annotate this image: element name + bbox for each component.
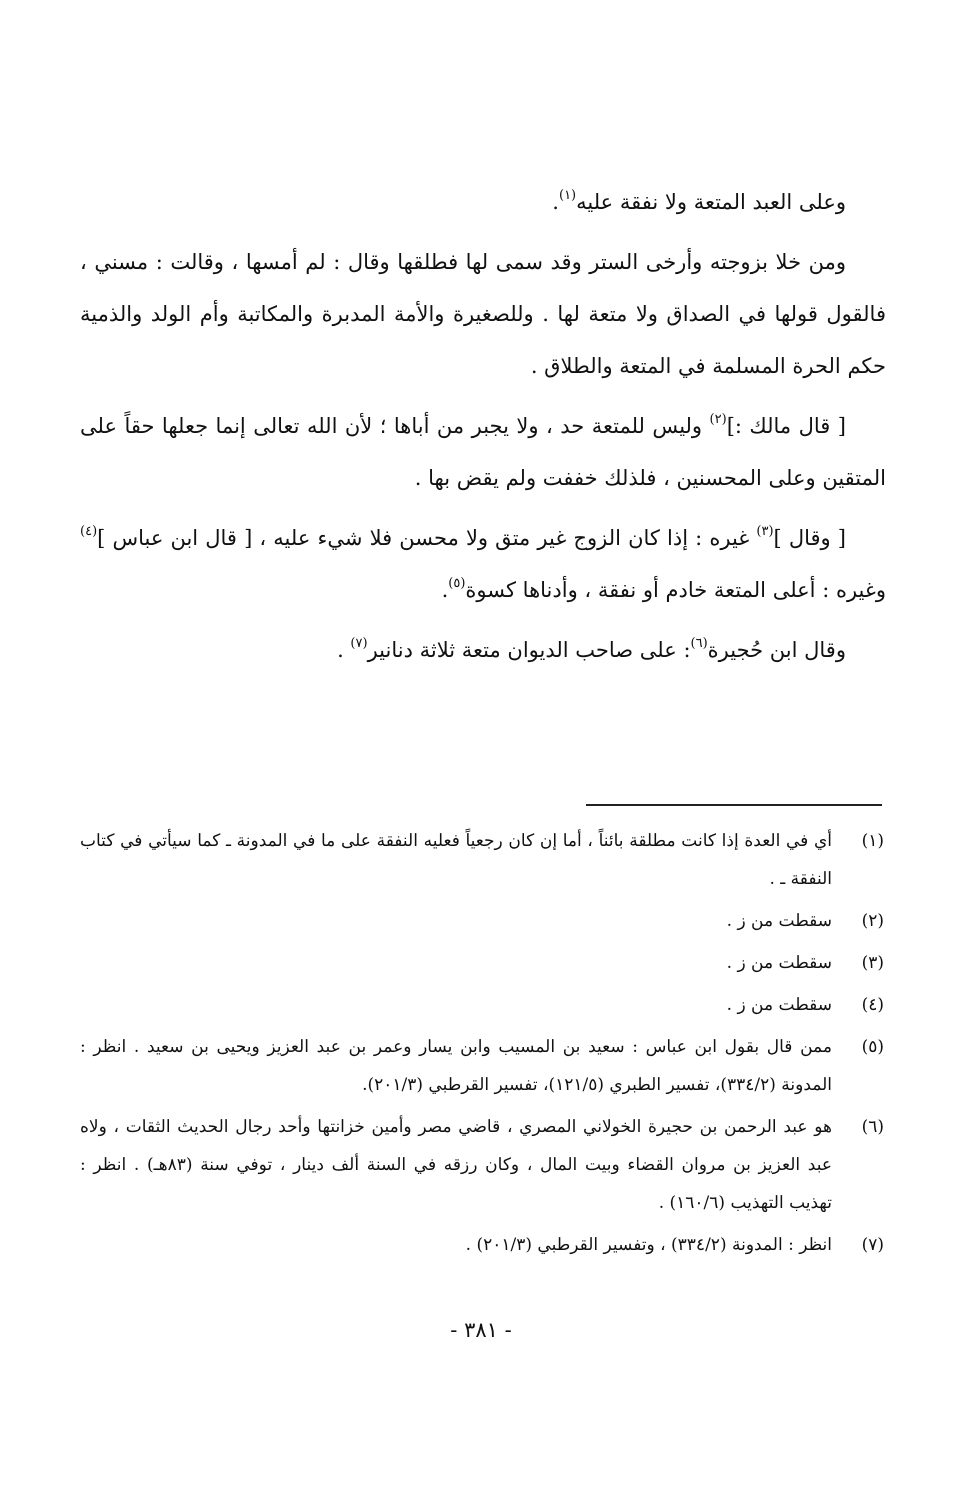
footnote-separator	[586, 804, 882, 806]
paragraph-text: : على صاحب الديوان متعة ثلاثة دنانير	[367, 638, 691, 662]
footnote	[80, 986, 884, 1024]
footnote-ref[interactable]: (٦)	[690, 636, 708, 651]
footnote-ref[interactable]: (١)	[558, 188, 577, 203]
paragraph-text: ومن خلا بزوجته وأرخى الستر وقد سمى لها فطلقها وقال : لم أمسها ، وقالت : مسني ، فالقول قولها في الصداق ولا متعة لها . وللصغيرة والأمة المدبرة والمكاتبة وأم الولد والذمية حكم الحرة المسلمة في المتعة والطلاق .	[80, 250, 886, 378]
footnote-number: (٤)	[861, 995, 884, 1015]
footnote-number: (٢)	[861, 911, 884, 931]
footnote-text: انظر : المدونة (٣٣٤/٢) ، وتفسير القرطبي (٢٠١/٣) .	[465, 1235, 832, 1255]
paragraph-text: وقال ابن حُجيرة	[707, 638, 846, 662]
paragraph	[80, 176, 886, 228]
footnote	[80, 1028, 884, 1104]
footnote-ref[interactable]: (٧)	[350, 636, 368, 651]
footnote-text: سقطت من ز .	[726, 953, 832, 973]
footnote-text: أي في العدة إذا كانت مطلقة بائناً ، أما إن كان رجعياً فعليه النفقة على ما في المدونة ـ كما سيأتي في كتاب النفقة ـ .	[80, 831, 832, 889]
footnote-ref[interactable]: (٤)	[80, 524, 98, 539]
footnote-ref[interactable]: (٥)	[448, 576, 466, 591]
footnote	[80, 902, 884, 940]
paragraph-text: وعلى العبد المتعة ولا نفقة عليه	[576, 190, 846, 214]
paragraph	[80, 236, 886, 392]
main-text	[80, 176, 886, 684]
footnote-text: سقطت من ز .	[726, 995, 832, 1015]
footnote-number: (١)	[861, 831, 884, 851]
footnote-ref[interactable]: (٣)	[756, 524, 774, 539]
footnote-number: (٧)	[861, 1235, 884, 1255]
footnote-text: ممن قال بقول ابن عباس : سعيد بن المسيب وابن يسار وعمر بن عبد العزيز ويحيى بن سعيد . انظر : المدونة (٣٣٤/٢)، تفسير الطبري (١٢١/٥)، تفسير القرطبي (٢٠١/٣).	[80, 1037, 832, 1095]
footnote-number: (٣)	[861, 953, 884, 973]
footnote-ref[interactable]: (٢)	[709, 412, 727, 427]
paragraph-text: .	[337, 638, 351, 662]
footnote	[80, 822, 884, 898]
paragraph	[80, 512, 886, 616]
paragraph-text: غيره : إذا كان الزوج غير متق ولا محسن فلا شيء عليه ، [ قال ابن عباس ]	[97, 526, 757, 550]
paragraph	[80, 624, 886, 676]
footnote	[80, 1226, 884, 1264]
paragraph-text: وليس للمتعة حد ، ولا يجبر من أباها ؛ لأن الله تعالى إنما جعلها حقاً على المتقين وعلى المحسنين ، فلذلك خففت ولم يقض بها .	[80, 414, 886, 490]
footnotes	[80, 822, 884, 1268]
page-number: - ٣٨١ -	[450, 1318, 512, 1342]
footnote	[80, 1108, 884, 1222]
paragraph	[80, 400, 886, 504]
paragraph-text: [ وقال ]	[773, 526, 846, 550]
footnote-number: (٥)	[861, 1037, 884, 1057]
paragraph-text: .	[552, 190, 559, 214]
footnote-text: سقطت من ز .	[726, 911, 832, 931]
paragraph-text: وغيره : أعلى المتعة خادم أو نفقة ، وأدناها كسوة	[465, 578, 886, 602]
footnote	[80, 944, 884, 982]
footnote-number: (٦)	[861, 1117, 884, 1137]
paragraph-text: .	[441, 578, 449, 602]
paragraph-text: [ قال مالك :]	[726, 414, 846, 438]
footnote-text: هو عبد الرحمن بن حجيرة الخولاني المصري ، قاضي مصر وأمين خزانتها وأحد رجال الحديث الثقات ، ولاه عبد العزيز بن مروان القضاء وبيت المال ، وكان رزقه في السنة ألف دينار ، توفي سنة (٨٣هـ) . انظر : تهذيب التهذيب (١٦٠/٦) .	[80, 1117, 833, 1213]
